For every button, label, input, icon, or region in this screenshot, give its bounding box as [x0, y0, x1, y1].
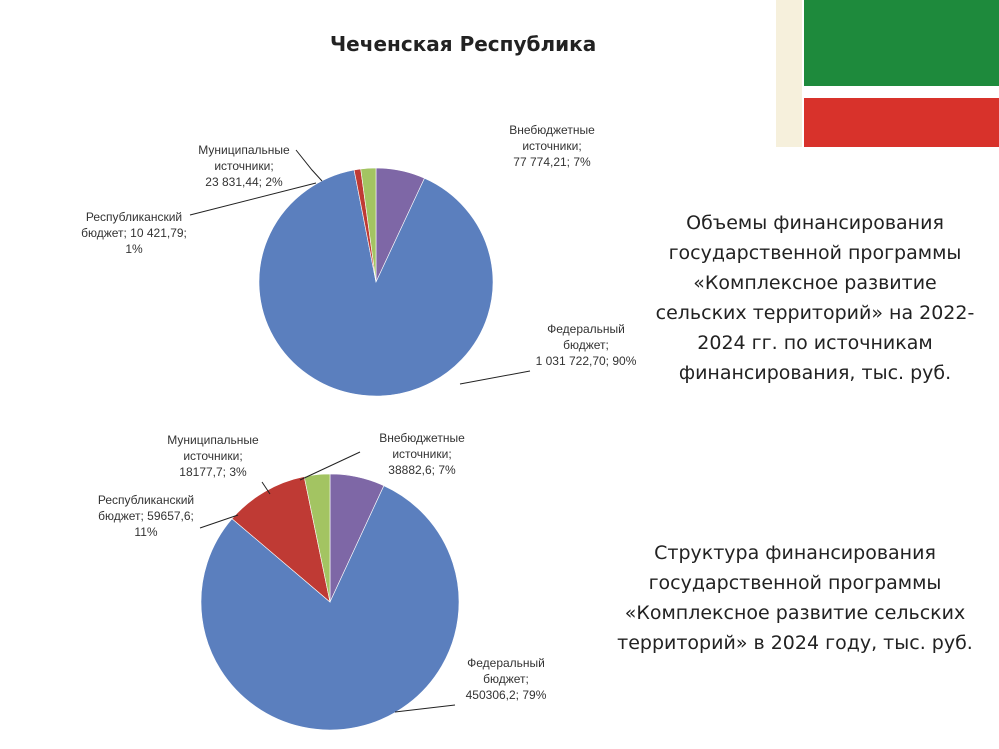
chart2-data-label-line: источники;	[392, 447, 452, 461]
chart1-data-label-line: Республиканский	[85, 210, 183, 224]
chart1-data-label-line: 23 831,44; 2%	[205, 175, 283, 189]
chart2-description	[600, 538, 990, 658]
chart1-description	[640, 208, 990, 388]
chart1-data-label-extra	[509, 123, 595, 169]
chart1-data-label-line: Федеральный	[547, 322, 625, 336]
chart2-data-label-republican	[98, 493, 194, 539]
chart2-description-line: территорий» в 2024 году, тыс. руб.	[617, 632, 973, 654]
chart1-description-line: финансирования, тыс. руб.	[678, 362, 952, 384]
chart1-data-label-line: 1 031 722,70; 90%	[535, 354, 637, 368]
chart1-description-line: Объемы финансирования	[686, 212, 944, 234]
chart2-data-label-line: 450306,2; 79%	[465, 688, 547, 702]
chart2-description-line: Структура финансирования	[654, 542, 936, 564]
chart2-description-line: «Комплексное развитие сельских	[624, 602, 966, 624]
chart2-data-label-line: 18177,7; 3%	[179, 465, 247, 479]
chart1-description-line: 2024 гг. по источникам	[697, 332, 933, 354]
chart1-data-label-line: источники;	[522, 139, 582, 153]
chart1-leader-line-municipal	[296, 150, 322, 181]
chart2-data-label-line: Федеральный	[467, 656, 545, 670]
chart1-description-line: государственной программы	[668, 242, 962, 264]
chart2-data-label-extra	[379, 431, 465, 477]
chart1-data-label-line: бюджет;	[563, 338, 609, 352]
chart1-data-label-municipal	[198, 143, 290, 189]
chart2-data-label-federal	[466, 656, 547, 702]
chart2-data-label-line: бюджет;	[483, 672, 529, 686]
chart2-data-label-municipal	[167, 433, 259, 479]
chart1-description-line: «Комплексное развитие	[693, 272, 937, 294]
chart1-data-label-line: Внебюджетные	[509, 123, 595, 137]
chart1-data-label-line: бюджет; 10 421,79;	[81, 226, 187, 240]
chart1-data-label-republican	[81, 210, 187, 256]
chart1-data-label-line: источники;	[214, 159, 274, 173]
chart2-description-line: государственной программы	[648, 572, 942, 594]
chart2-data-label-line: 38882,6; 7%	[388, 463, 456, 477]
chart2-data-label-line: Внебюджетные	[379, 431, 465, 445]
chart1-data-label-federal	[536, 322, 637, 368]
chart2-data-label-line: Республиканский	[97, 493, 195, 507]
page-title: Чеченская Республика	[330, 32, 597, 56]
chart1-data-label-line: Муниципальные	[198, 143, 290, 157]
chart2-data-label-line: источники;	[183, 449, 243, 463]
chart1-data-label-line: 1%	[125, 242, 143, 256]
chart2-data-label-line: 11%	[134, 525, 158, 539]
chart2-data-label-line: Муниципальные	[167, 433, 259, 447]
chart1-data-label-line: 77 774,21; 7%	[513, 155, 591, 169]
chart1-description-line: сельских территорий» на 2022-	[655, 302, 975, 324]
chart2-data-label-line: бюджет; 59657,6;	[98, 509, 194, 523]
chart1-leader-line-federal	[460, 371, 530, 384]
